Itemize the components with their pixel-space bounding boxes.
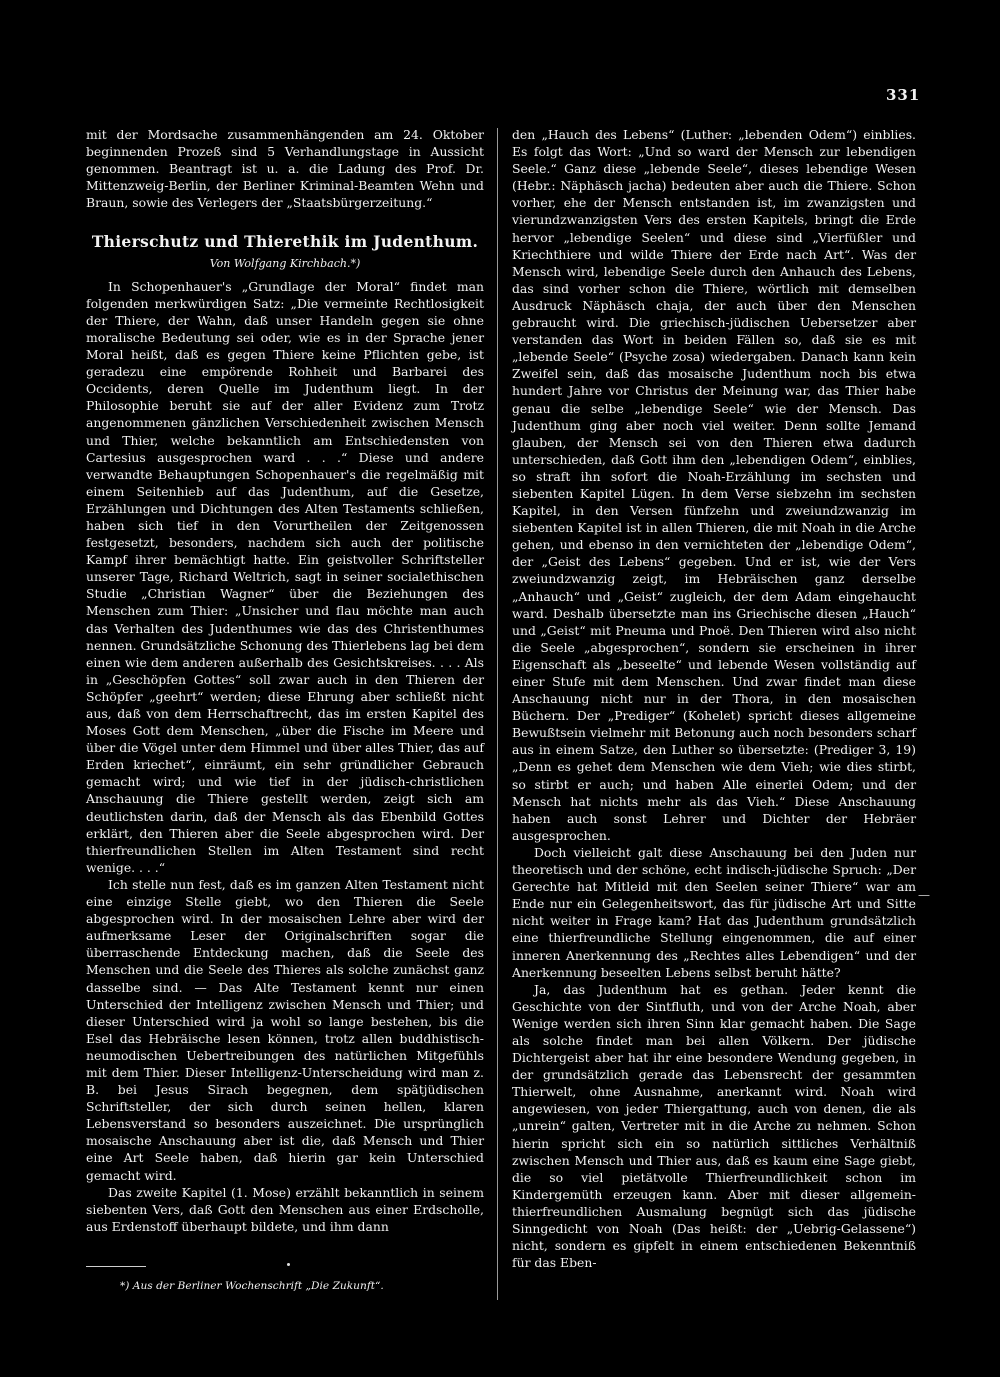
right-paragraph: Doch vielleicht galt diese Anschauung bei den Juden nur theoretisch und der schöne, echt indisch-jüdische Spruch: „Der Gerechte hat Mitleid mit den Seelen seiner Thiere“ war am Ende nur ein Gelegenheitswort, das für jüdische Art und Sitte nicht weiter in Frage kam? Hat das Judenthum grundsätzlich eine thierfreundliche Stellung eingenommen, die auf einer inneren Anerkennung des „Rechtes alles Lebendigen“ und der Anerkennung beseelten Lebens selbst beruht hätte? — [512, 844, 916, 980]
column-divider — [497, 128, 498, 1300]
left-paragraph: Ich stelle nun fest, daß es im ganzen Alten Testament nicht eine einzige Stelle giebt, wo den Thieren die Seele abgesprochen wird. In der mosaischen Lehre aber wird der aufmerksame Leser der Originalschriften sogar die überraschende Entdeckung machen, daß die Seele des Menschen und die Seele des Thieres als solche zunächst ganz dasselbe sind. — Das Alte Testament kennt nur einen Unterschied der Intelligenz zwischen Mensch und Thier; und dieser Unterschied wird ja wohl so lange bestehen, bis die Esel das Hebräische lesen können, trotz allen buddhistisch-neumodischen Uebertreibungen des natürlichen Mitgefühls mit dem Thier. Dieser Intelligenz-Unterscheidung wird man z. B. bei Jesus Sirach begegnen, dem spätjüdischen Schriftsteller, der sich durch seinen hellen, klaren Lebensverstand so besonders auszeichnet. Die ursprünglich mosaische Anschauung aber ist die, daß Mensch und Thier eine Art Seele haben, daß hierin gar kein Unterschied gemacht wird. — [86, 876, 484, 1183]
print-dot — [287, 1263, 290, 1266]
left-column — [86, 126, 484, 1235]
footnote-rule — [86, 1266, 146, 1267]
article-title: Thierschutz und Thierethik im Judenthum. — [91, 232, 479, 252]
byline: Von Wolfgang Kirchbach.*) — [209, 256, 361, 270]
intro-paragraph: mit der Mordsache zusammenhängenden am 24. Oktober beginnenden Prozeß sind 5 Verhandlungstage in Aussicht genommen. Beantragt ist u. a. die Ladung des Prof. Dr. Mittenzweig-Berlin, der Berliner Kriminal-Beamten Wehn und Braun, sowie des Verlegers der „Staatsbürgerzeitung.“ — [86, 127, 484, 211]
right-column — [512, 126, 916, 1271]
footnote: *) Aus der Berliner Wochenschrift „Die Zukunft“. — [120, 1280, 384, 1292]
right-paragraph: den „Hauch des Lebens“ (Luther: „lebenden Odem“) einblies. Es folgt das Wort: „Und so ward der Mensch zur lebendigen Seele.“ Ganz diese „lebende Seele“, dieses lebendige Wesen (Hebr.: Näphäsch jacha) bedeuten aber auch die Thiere. Schon vorher, ehe der Mensch entstanden ist, im zwanzigsten und vierundzwanzigsten Vers des ersten Kapitels, bringt die Erde hervor „lebendige Seelen“ und diese sind „Vierfüßler und Kriechthiere und wilde Thiere der Erde nach Art“. Was der Mensch wird, lebendige Seele durch den Anhauch des Lebens, das sind vorher schon die Thiere, wörtlich mit demselben Ausdruck Näphäsch chaja, der auch über den Menschen gebraucht wird. Die griechisch-jüdischen Uebersetzer aber verstanden das Wort in beiden Fällen so, daß sie es mit „lebende Seele“ (Psyche zosa) wiedergaben. Danach kann kein Zweifel sein, daß das mosaische Judenthum noch bis etwa hundert Jahre vor Christus der Meinung war, das Thier habe genau die selbe „lebendige Seele“ wie der Mensch. Das Judenthum ging aber noch viel weiter. Denn sollte Jemand glauben, der Mensch sei von den Thieren etwa dadurch unterschieden, daß Gott ihm den „lebendigen Odem“, einblies, so straft ihn sofort die Noah-Erzählung im sechsten und siebenten Kapitel Lügen. In dem Verse siebzehn im sechsten Kapitel, in den Versen fünfzehn und zweiundzwanzig im siebenten Kapitel ist in allen Thieren, die mit Noah in die Arche gehen, und ebenso in den vernichteten der „lebendige Odem“, der „Geist des Lebens“ gegeben. Und er ist, wie der Vers zweiundzwanzig zeigt, im Hebräischen ganz derselbe „Anhauch“ und „Geist“ zugleich, der dem Adam eingehaucht ward. Deshalb übersetzte man ins Griechische diesen „Hauch“ und „Geist“ mit Pneuma und Pnoë. Den Thieren wird also nicht die Seele „abgesprochen“, sondern sie erscheinen in ihrer Eigenschaft als „beseelte“ und lebende Wesen vollständig auf einer Stufe mit dem Menschen. Und zwar findet man diese Anschauung nicht nur in der Thora, in den mosaischen Büchern. Der „Prediger“ (Kohelet) spricht dieses allgemeine Bewußtsein vielmehr mit Betonung auch noch besonders scharf aus in einem Satze, den Luther so übersetzte: (Prediger 3, 19) „Denn es gehet dem Menschen wie dem Vieh; wie dies stirbt, so stirbt er auch; und haben Alle einerlei Odem; und der Mensch hat nichts mehr als das Vieh.“ Diese Anschauung haben auch sonst Lehrer und Dichter der Hebräer ausgesprochen. — [512, 127, 916, 843]
margin-mark: — — [918, 888, 930, 902]
page-number: 331 — [886, 86, 921, 104]
left-paragraph: Das zweite Kapitel (1. Mose) erzählt bekanntlich in seinem siebenten Vers, daß Gott den Menschen aus einer Erdscholle, aus Erdenstoff überhaupt bildete, und ihm dann — [86, 1184, 484, 1234]
left-paragraph: In Schopenhauer's „Grundlage der Moral“ findet man folgenden merkwürdigen Satz: „Die vermeinte Rechtlosigkeit der Thiere, der Wahn, daß unser Handeln gegen sie ohne moralische Bedeutung sei oder, wie es in der Sprache jener Moral heißt, daß es gegen Thiere keine Pflichten gebe, ist geradezu eine empörende Rohheit und Barbarei des Occidents, deren Quelle im Judenthum liegt. In der Philosophie beruht sie auf der aller Evidenz zum Trotz angenommenen gänzlichen Verschiedenheit zwischen Mensch und Thier, welche bekanntlich am Entschiedensten von Cartesius ausgesprochen ward . . .“ Diese und andere verwandte Behauptungen Schopenhauer's die regelmäßig mit einem Seitenhieb auf das Judenthum, auf die Gesetze, Erzählungen und Dichtungen des Alten Testaments schließen, haben sich tief in den Vorurtheilen der Zeitgenossen festgesetzt, besonders, nachdem sich auch der politische Kampf ihrer bemächtigt hatte. Ein geistvoller Schriftsteller unserer Tage, Richard Weltrich, sagt in seiner socialethischen Studie „Christian Wagner“ über die Beziehungen des Menschen zum Thier: „Unsicher und flau möchte man auch das Verhalten des Judenthumes wie das des Christenthumes nennen. Grundsätzliche Schonung des Thierlebens lag bei dem einen wie dem anderen außerhalb des Gesichtskreises. . . . Als in „Geschöpfen Gottes“ soll zwar auch in den Thieren der Schöpfer „geehrt“ werden; diese Ehrung aber schließt nicht aus, daß von dem Herrschaftrecht, das im ersten Kapitel des Moses Gott dem Menschen, „über die Fische im Meere und über die Vögel unter dem Himmel und über alles Thier, das auf Erden kriechet“, einräumt, ein sehr gründlicher Gebrauch gemacht wird; und wie tief in der jüdisch-christlichen Anschauung die Thiere gestellt werden, zeigt sich am deutlichsten darin, daß der Mensch als das Ebenbild Gottes erklärt, den Thieren aber die Seele abgesprochen wird. Der thierfreundlichen Stellen im Alten Testament sind recht wenige. . . .“ — [86, 278, 484, 875]
right-paragraph: Ja, das Judenthum hat es gethan. Jeder kennt die Geschichte von der Sintfluth, und von der Arche Noah, aber Wenige werden sich ihren Sinn klar gemacht haben. Die Sage als solche findet man bei allen Völkern. Der jüdische Dichtergeist aber hat ihr eine besondere Wendung gegeben, in der grundsätzlich gerade das Lebensrecht der gesammten Thierwelt, ohne Ausnahme, anerkannt wird. Noah wird angewiesen, von jeder Thiergattung, auch von denen, die als „unrein“ galten, Vertreter mit in die Arche zu nehmen. Schon hierin spricht sich ein so natürlich sittliches Verhältniß zwischen Mensch und Thier aus, daß es kaum eine Sage giebt, die so viel pietätvolle Thierfreundlichkeit schon im Kindergemüth erzeugen kann. Aber mit dieser allgemein-thierfreundlichen Ausmalung begnügt sich das jüdische Sinngedicht von Noah (Das heißt: der „Uebrig-Gelassene“) nicht, sondern es gipfelt in einem entschiedenen Bekenntniß für das Eben- — [512, 981, 916, 1271]
